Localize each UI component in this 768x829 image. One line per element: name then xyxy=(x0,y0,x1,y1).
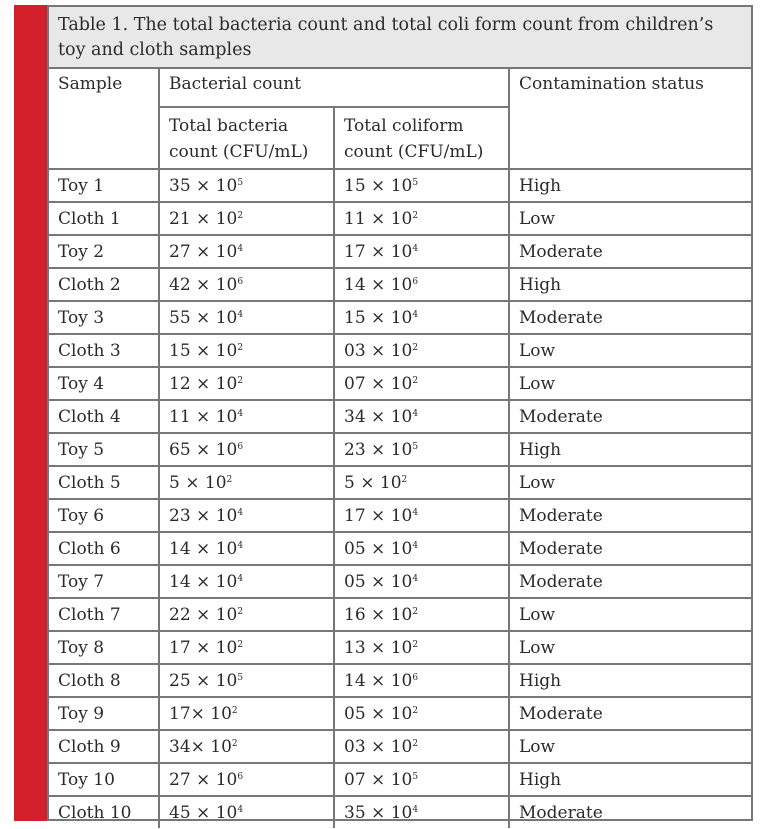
count-mantissa: 13 xyxy=(344,637,366,658)
coliform-count-cell: $14 \times 10^6$ xyxy=(334,664,509,697)
count-exponent: 2 xyxy=(237,375,244,386)
coliform-count-cell: $23 \times 10^5$ xyxy=(334,433,509,466)
count-mantissa: 15 xyxy=(169,340,191,361)
count-mantissa: 11 xyxy=(169,406,191,427)
count-exponent: 2 xyxy=(412,375,419,386)
count-mantissa: 15 xyxy=(344,175,366,196)
count-mantissa: 34 xyxy=(344,406,366,427)
sample-cell: Cloth 4 xyxy=(49,400,159,433)
coliform-count-cell: $07 \times 10^5$ xyxy=(334,763,509,796)
sample-cell: Cloth 8 xyxy=(49,664,159,697)
sample-cell: Toy 1 xyxy=(49,169,159,202)
table-row xyxy=(49,235,751,268)
status-cell: Moderate xyxy=(509,499,751,532)
count-mantissa: 17 xyxy=(344,505,366,526)
sample-cell: Toy 5 xyxy=(49,433,159,466)
sample-cell: Cloth 6 xyxy=(49,532,159,565)
status-cell: Low xyxy=(509,631,751,664)
sample-cell: Toy 10 xyxy=(49,763,159,796)
count-mantissa: 27 xyxy=(169,769,191,790)
count-exponent: 4 xyxy=(412,408,419,419)
count-exponent: 2 xyxy=(412,210,419,221)
coliform-count-cell: $5 \times 10^2$ xyxy=(334,466,509,499)
count-exponent: 2 xyxy=(401,474,408,485)
sample-cell: Toy 3 xyxy=(49,301,159,334)
bacteria-count-cell: $11 \times 10^4$ xyxy=(159,400,334,433)
coliform-count-cell: $35 \times 10^4$ xyxy=(334,796,509,828)
count-mantissa: 35 xyxy=(344,802,366,823)
status-cell: Low xyxy=(509,367,751,400)
coliform-count-cell: $13 \times 10^2$ xyxy=(334,631,509,664)
status-cell: Low xyxy=(509,730,751,763)
count-mantissa: 45 xyxy=(169,802,191,823)
bacteria-count-cell: $14 \times 10^4$ xyxy=(159,565,334,598)
header-bacterial-count: Bacterial count xyxy=(159,69,509,107)
accent-bar xyxy=(14,5,47,821)
count-mantissa: 35 xyxy=(169,175,191,196)
coliform-count-cell: $14 \times 10^6$ xyxy=(334,268,509,301)
count-exponent: 4 xyxy=(237,540,244,551)
table-row xyxy=(49,499,751,532)
sample-cell: Cloth 10 xyxy=(49,796,159,828)
count-mantissa: 22 xyxy=(169,604,191,625)
count-mantissa: 5 xyxy=(169,472,180,493)
count-mantissa: 14 xyxy=(344,670,366,691)
sample-cell: Toy 6 xyxy=(49,499,159,532)
bacteria-count-cell: $23 \times 10^4$ xyxy=(159,499,334,532)
table-body xyxy=(49,169,751,828)
sample-cell: Cloth 2 xyxy=(49,268,159,301)
status-cell: High xyxy=(509,268,751,301)
table-frame xyxy=(47,5,753,821)
coliform-count-cell: $03 \times 10^2$ xyxy=(334,334,509,367)
status-cell: Moderate xyxy=(509,400,751,433)
table-row xyxy=(49,631,751,664)
count-exponent: 2 xyxy=(412,342,419,353)
sample-cell: Toy 7 xyxy=(49,565,159,598)
bacteria-count-cell: $45 \times 10^4$ xyxy=(159,796,334,828)
status-cell: Moderate xyxy=(509,697,751,730)
count-mantissa: 55 xyxy=(169,307,191,328)
count-exponent: 2 xyxy=(237,210,244,221)
table-row xyxy=(49,532,751,565)
sample-cell: Cloth 7 xyxy=(49,598,159,631)
bacteria-count-cell: $27 \times 10^4$ xyxy=(159,235,334,268)
coliform-count-cell: $11 \times 10^2$ xyxy=(334,202,509,235)
sample-cell: Toy 8 xyxy=(49,631,159,664)
count-exponent: 4 xyxy=(412,804,419,815)
count-mantissa: 03 xyxy=(344,340,366,361)
header-row xyxy=(49,69,751,107)
coliform-count-cell: $05 \times 10^4$ xyxy=(334,532,509,565)
count-mantissa: 14 xyxy=(169,538,191,559)
count-mantissa: 07 xyxy=(344,373,366,394)
count-exponent: 2 xyxy=(231,705,238,716)
coliform-count-cell: $17 \times 10^4$ xyxy=(334,235,509,268)
table-row xyxy=(49,697,751,730)
header-total-coliform: Total coliform count (CFU/mL) xyxy=(334,107,509,169)
count-mantissa: 17 xyxy=(169,703,191,724)
count-exponent: 6 xyxy=(412,276,419,287)
count-exponent: 2 xyxy=(226,474,233,485)
count-exponent: 2 xyxy=(412,705,419,716)
bacteria-count-cell: $14 \times 10^4$ xyxy=(159,532,334,565)
count-mantissa: 16 xyxy=(344,604,366,625)
count-mantissa: 14 xyxy=(344,274,366,295)
count-mantissa: 05 xyxy=(344,538,366,559)
coliform-count-cell: $03 \times 10^2$ xyxy=(334,730,509,763)
bacteria-count-cell: $15 \times 10^2$ xyxy=(159,334,334,367)
header-contamination-status: Contamination status xyxy=(509,69,751,169)
count-exponent: 5 xyxy=(237,672,244,683)
count-exponent: 5 xyxy=(412,771,419,782)
count-exponent: 2 xyxy=(237,606,244,617)
count-mantissa: 21 xyxy=(169,208,191,229)
bacteria-count-cell: $5 \times 10^2$ xyxy=(159,466,334,499)
count-mantissa: 17 xyxy=(169,637,191,658)
count-exponent: 2 xyxy=(231,738,238,749)
count-mantissa: 42 xyxy=(169,274,191,295)
sample-cell: Cloth 5 xyxy=(49,466,159,499)
count-mantissa: 03 xyxy=(344,736,366,757)
status-cell: Low xyxy=(509,334,751,367)
bacteria-count-cell: $42 \times 10^6$ xyxy=(159,268,334,301)
status-cell: Moderate xyxy=(509,565,751,598)
count-exponent: 2 xyxy=(412,606,419,617)
bacteria-count-cell: $17 \times 10^2$ xyxy=(159,631,334,664)
count-exponent: 4 xyxy=(237,573,244,584)
count-exponent: 2 xyxy=(412,738,419,749)
count-exponent: 5 xyxy=(237,177,244,188)
count-mantissa: 12 xyxy=(169,373,191,394)
count-mantissa: 17 xyxy=(344,241,366,262)
count-mantissa: 27 xyxy=(169,241,191,262)
bacteria-count-cell: $21 \times 10^2$ xyxy=(159,202,334,235)
count-exponent: 5 xyxy=(412,441,419,452)
status-cell: High xyxy=(509,433,751,466)
count-mantissa: 05 xyxy=(344,703,366,724)
bacteria-count-cell: $65 \times 10^6$ xyxy=(159,433,334,466)
count-mantissa: 14 xyxy=(169,571,191,592)
coliform-count-cell: $15 \times 10^5$ xyxy=(334,169,509,202)
count-mantissa: 65 xyxy=(169,439,191,460)
table-row xyxy=(49,367,751,400)
status-cell: Moderate xyxy=(509,235,751,268)
count-mantissa: 11 xyxy=(344,208,366,229)
count-mantissa: 23 xyxy=(169,505,191,526)
coliform-count-cell: $05 \times 10^2$ xyxy=(334,697,509,730)
table-row xyxy=(49,202,751,235)
table-row xyxy=(49,334,751,367)
count-mantissa: 15 xyxy=(344,307,366,328)
coliform-count-cell: $16 \times 10^2$ xyxy=(334,598,509,631)
count-mantissa: 07 xyxy=(344,769,366,790)
table-row xyxy=(49,169,751,202)
table-row xyxy=(49,301,751,334)
status-cell: High xyxy=(509,169,751,202)
status-cell: Moderate xyxy=(509,301,751,334)
count-exponent: 4 xyxy=(412,507,419,518)
sample-cell: Cloth 9 xyxy=(49,730,159,763)
status-cell: High xyxy=(509,664,751,697)
count-mantissa: 25 xyxy=(169,670,191,691)
status-cell: Low xyxy=(509,466,751,499)
bacteria-count-cell: $12 \times 10^2$ xyxy=(159,367,334,400)
count-mantissa: 05 xyxy=(344,571,366,592)
count-exponent: 4 xyxy=(412,540,419,551)
header-sample: Sample xyxy=(49,69,159,169)
count-mantissa: 5 xyxy=(344,472,355,493)
count-exponent: 4 xyxy=(237,408,244,419)
count-exponent: 2 xyxy=(412,639,419,650)
coliform-count-cell: $07 \times 10^2$ xyxy=(334,367,509,400)
table-row xyxy=(49,466,751,499)
sample-cell: Cloth 1 xyxy=(49,202,159,235)
table-row xyxy=(49,796,751,828)
table-row xyxy=(49,565,751,598)
count-exponent: 6 xyxy=(237,441,244,452)
count-mantissa: 34 xyxy=(169,736,191,757)
count-exponent: 2 xyxy=(237,342,244,353)
table-row xyxy=(49,400,751,433)
table-row xyxy=(49,598,751,631)
data-table xyxy=(49,69,751,828)
count-exponent: 4 xyxy=(412,309,419,320)
sample-cell: Cloth 3 xyxy=(49,334,159,367)
count-exponent: 4 xyxy=(237,243,244,254)
bacteria-count-cell: $25 \times 10^5$ xyxy=(159,664,334,697)
table-row xyxy=(49,730,751,763)
coliform-count-cell: $15 \times 10^4$ xyxy=(334,301,509,334)
count-exponent: 6 xyxy=(237,276,244,287)
count-exponent: 6 xyxy=(237,771,244,782)
count-exponent: 4 xyxy=(412,243,419,254)
table-row xyxy=(49,433,751,466)
count-exponent: 4 xyxy=(237,804,244,815)
sample-cell: Toy 2 xyxy=(49,235,159,268)
count-exponent: 4 xyxy=(412,573,419,584)
bacteria-count-cell: $34\times 10^2$ xyxy=(159,730,334,763)
coliform-count-cell: $17 \times 10^4$ xyxy=(334,499,509,532)
bacteria-count-cell: $27 \times 10^6$ xyxy=(159,763,334,796)
status-cell: Moderate xyxy=(509,796,751,828)
table-row xyxy=(49,268,751,301)
bacteria-count-cell: $22 \times 10^2$ xyxy=(159,598,334,631)
status-cell: High xyxy=(509,763,751,796)
sample-cell: Toy 4 xyxy=(49,367,159,400)
coliform-count-cell: $34 \times 10^4$ xyxy=(334,400,509,433)
table-row xyxy=(49,664,751,697)
status-cell: Low xyxy=(509,598,751,631)
count-exponent: 4 xyxy=(237,309,244,320)
status-cell: Low xyxy=(509,202,751,235)
header-total-bacteria: Total bacteria count (CFU/mL) xyxy=(159,107,334,169)
count-exponent: 4 xyxy=(237,507,244,518)
table-caption: Table 1. The total bacteria count and total coli form count from children’s toy and cloth samples xyxy=(49,7,751,69)
count-mantissa: 23 xyxy=(344,439,366,460)
coliform-count-cell: $05 \times 10^4$ xyxy=(334,565,509,598)
sample-cell: Toy 9 xyxy=(49,697,159,730)
status-cell: Moderate xyxy=(509,532,751,565)
bacteria-count-cell: $17\times 10^2$ xyxy=(159,697,334,730)
count-exponent: 2 xyxy=(237,639,244,650)
bacteria-count-cell: $35 \times 10^5$ xyxy=(159,169,334,202)
table-row xyxy=(49,763,751,796)
count-exponent: 5 xyxy=(412,177,419,188)
count-exponent: 6 xyxy=(412,672,419,683)
bacteria-count-cell: $55 \times 10^4$ xyxy=(159,301,334,334)
